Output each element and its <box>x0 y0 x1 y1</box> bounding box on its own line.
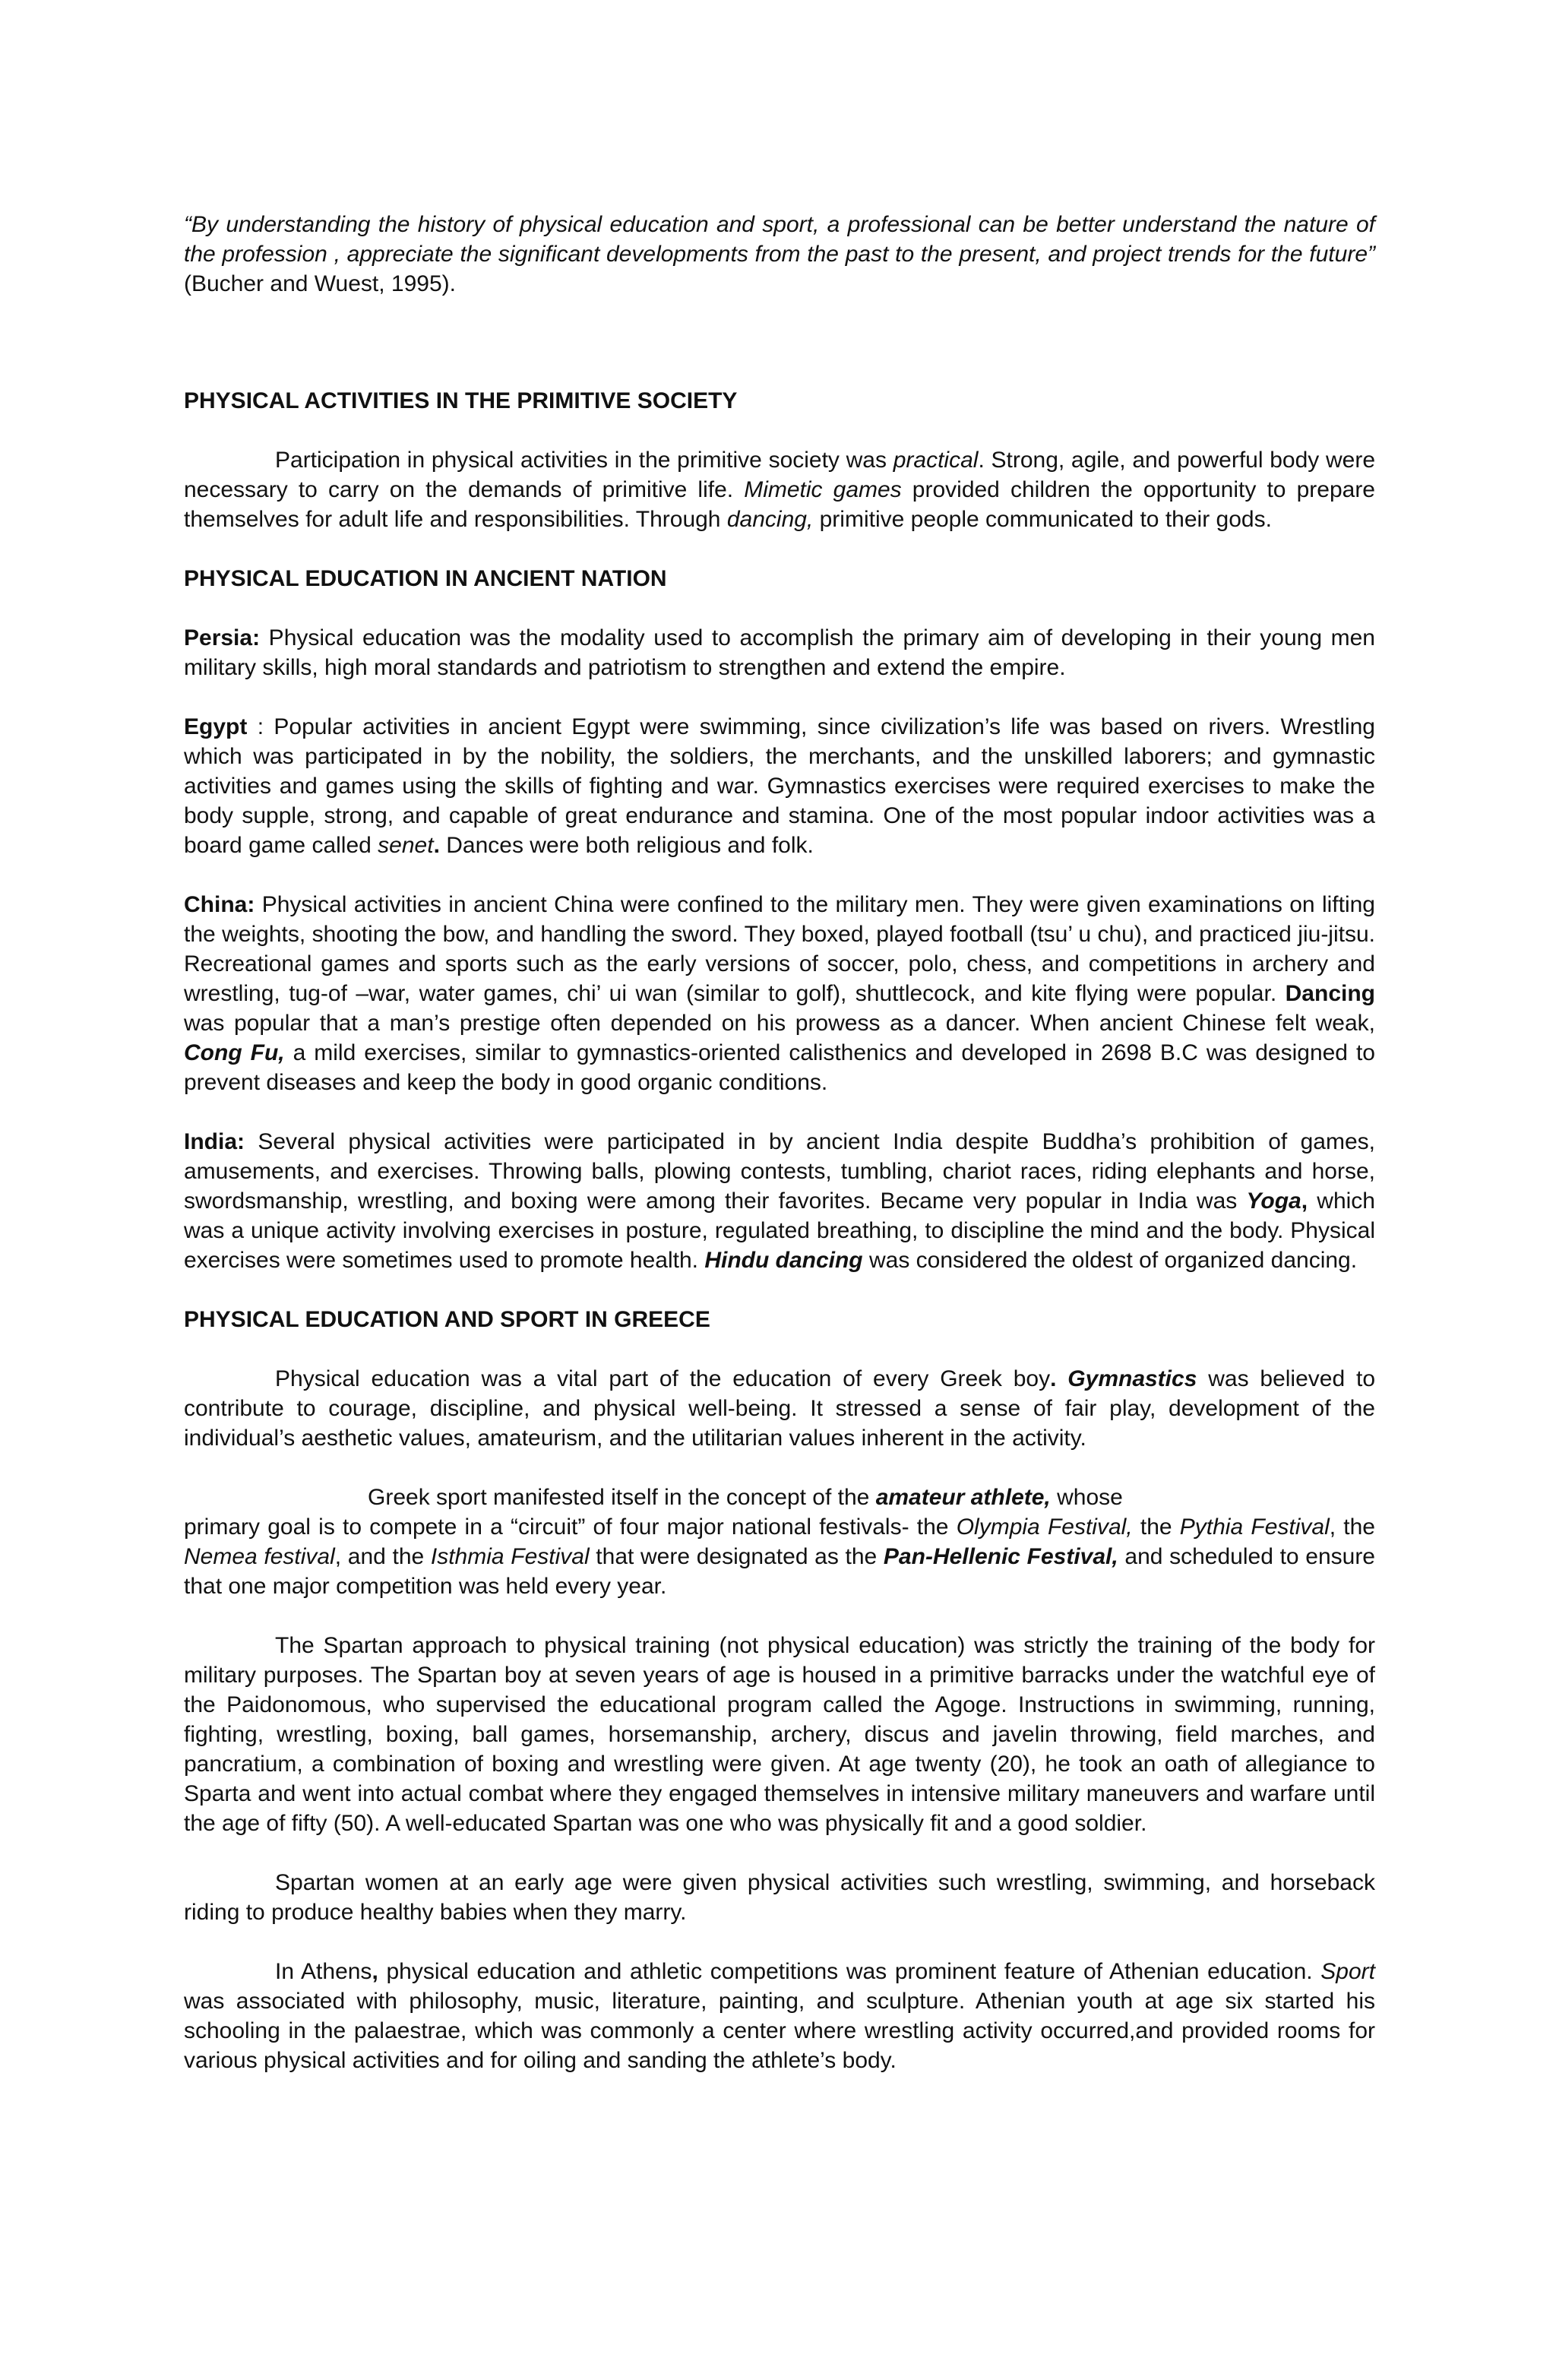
text-span: : Popular activities in ancient Egypt were swimming, since civilization’s life was based on rivers. Wrestling which was participated in by the nobility, the soldiers, the merchants, and the unskilled laborers; and gymnastic activities and games using the skills of fighting and war. Gymnastics exercises were required exercises to make the body supple, strong, and capable of great endurance and stamina. One of the most popular indoor activities was a board game called <box>184 714 1375 858</box>
emphasis-hindu-dancing: Hindu dancing <box>704 1248 863 1273</box>
heading-greece: PHYSICAL EDUCATION AND SPORT IN GREECE <box>184 1307 710 1332</box>
label-india: India: <box>184 1129 245 1154</box>
paragraph-china <box>184 890 1375 1097</box>
text-span: provided children the opportunity to prepare themselves for adult life and responsibilities. Through <box>184 477 1375 532</box>
paragraph-egypt <box>184 712 1375 860</box>
label-persia: Persia: <box>184 625 261 650</box>
emphasis-nemea: Nemea festival <box>184 1544 335 1569</box>
label-china: China: <box>184 892 255 917</box>
text-span: , <box>1301 1188 1308 1214</box>
emphasis-isthmia: Isthmia Festival <box>430 1544 590 1569</box>
text-span: , <box>372 1959 378 1984</box>
text-span: Greek sport manifested itself in the concept of the <box>368 1485 876 1510</box>
text-span: . Strong, agile, and powerful body were necessary to carry on the demands of primitive life. <box>184 448 1376 502</box>
emphasis-pythia: Pythia Festival <box>1179 1514 1330 1540</box>
text-span: primary goal is to compete in a “circuit” of four major national festivals- the <box>184 1514 957 1540</box>
text-span: Several physical activities were participated in by ancient India despite Buddha’s prohibition of games, amusements, and exercises. Throwing balls, plowing contests, tumbling, chariot races, riding elephants and horse, swordsmanship, wrestling, and boxing were among their favorites. Became very popular in India was <box>184 1129 1375 1214</box>
emphasis-practical: practical <box>893 448 979 473</box>
paragraph-spartan: The Spartan approach to physical training (not physical education) was strictly the training of the body for military purposes. The Spartan boy at seven years of age is housed in a primitive barracks under the watchful eye of the Paidonomous, who supervised the educational program called the Agoge. Instructions in swimming, running, fighting, wrestling, boxing, ball games, horsemanship, archery, discus and javelin throwing, field marches, and pancratium, a combination of boxing and wrestling were given. At age twenty (20), he took an oath of allegiance to Sparta and went into actual combat where they engaged themselves in intensive military maneuvers and warfare until the age of fifty (50). A well-educated Spartan was one who was physically fit and a good soldier. <box>184 1633 1375 1836</box>
heading-ancient-nation: PHYSICAL EDUCATION IN ANCIENT NATION <box>184 566 667 591</box>
emphasis-pan-hellenic: Pan-Hellenic Festival, <box>883 1544 1118 1569</box>
text-span: that were designated as the <box>589 1544 884 1569</box>
paragraph-greek-sport-lead <box>184 1483 1375 1512</box>
text-span: In Athens <box>275 1959 372 1984</box>
text-span: , the <box>1329 1514 1375 1540</box>
quote-citation: (Bucher and Wuest, 1995). <box>184 271 456 296</box>
paragraph-india <box>184 1127 1375 1275</box>
text-span: was associated with philosophy, music, literature, painting, and sculpture. Athenian youth at age six started his schooling in the palaestrae, which was commonly a center where wrestling activity occurred,and provided rooms for various physical activities and for oiling and sanding the athlete’s body. <box>184 1989 1375 2073</box>
emphasis-olympia: Olympia Festival, <box>956 1514 1133 1540</box>
text-span: whose <box>1050 1485 1123 1510</box>
text-span: physical education and athletic competitions was prominent feature of Athenian education. <box>378 1959 1321 1984</box>
emphasis-cong-fu: Cong Fu, <box>184 1040 285 1065</box>
emphasis-dancing: dancing, <box>726 507 814 532</box>
emphasis-dancing: Dancing <box>1285 981 1375 1006</box>
paragraph-greece-gymnastics <box>184 1364 1375 1453</box>
heading-primitive-society: PHYSICAL ACTIVITIES IN THE PRIMITIVE SOCIETY <box>184 388 738 413</box>
document-page <box>184 210 1375 2075</box>
text-span: was popular that a man’s prestige often depended on his prowess as a dancer. When ancient Chinese felt weak, <box>184 1011 1375 1036</box>
text-span: which was a unique activity involving exercises in posture, regulated breathing, to discipline the mind and the body. Physical exercises were sometimes used to promote health. <box>184 1188 1375 1273</box>
text-span: Dances were both religious and folk. <box>439 833 814 858</box>
text-span: was believed to contribute to courage, discipline, and physical well-being. It stressed a sense of fair play, development of the individual’s aesthetic values, amateurism, and the utilitarian values inherent in the activity. <box>184 1366 1375 1451</box>
paragraph-athens <box>184 1957 1375 2075</box>
paragraph-greek-sport <box>184 1512 1375 1601</box>
text-span: Participation in physical activities in the primitive society was <box>275 448 893 473</box>
text-span: and scheduled to ensure that one major competition was held every year. <box>184 1544 1375 1599</box>
emphasis-yoga: Yoga <box>1246 1188 1301 1214</box>
text-span: Physical activities in ancient China were confined to the military men. They were given examinations on lifting the weights, shooting the bow, and handling the sword. They boxed, played football (tsu’ u chu), and practiced jiu-jitsu. Recreational games and sports such as the early versions of soccer, polo, chess, and competitions in archery and wrestling, tug-of –war, water games, chi’ ui wan (similar to golf), shuttlecock, and kite flying were popular. <box>184 892 1375 1006</box>
text-span: was considered the oldest of organized dancing. <box>862 1248 1358 1273</box>
text-span: . <box>433 833 440 858</box>
text-span: . <box>1050 1366 1057 1391</box>
emphasis-sport: Sport <box>1320 1959 1375 1984</box>
opening-quote <box>184 210 1375 299</box>
label-egypt: Egypt <box>184 714 248 739</box>
paragraph-spartan-women: Spartan women at an early age were given physical activities such wrestling, swimming, and horseback riding to produce healthy babies when they marry. <box>184 1870 1375 1925</box>
quote-text: “By understanding the history of physical education and sport, a professional can be better understand the nature of the profession , appreciate the significant developments from the past to the present, and project trends for the future” <box>184 212 1375 267</box>
paragraph-primitive <box>184 445 1375 534</box>
text-span: , and the <box>334 1544 431 1569</box>
text-span: Physical education was a vital part of the education of every Greek boy <box>275 1366 1051 1391</box>
paragraph-persia <box>184 623 1375 682</box>
emphasis-senet: senet <box>378 833 434 858</box>
text-span: primitive people communicated to their gods. <box>813 507 1272 532</box>
emphasis-amateur-athlete: amateur athlete, <box>875 1485 1051 1510</box>
emphasis-gymnastics: Gymnastics <box>1056 1366 1197 1391</box>
text-span: the <box>1132 1514 1180 1540</box>
text-span: Physical education was the modality used to accomplish the primary aim of developing in their young men military skills, high moral standards and patriotism to strengthen and extend the empire. <box>184 625 1375 680</box>
emphasis-mimetic-games: Mimetic games <box>744 477 902 502</box>
text-span: a mild exercises, similar to gymnastics-oriented calisthenics and developed in 2698 B.C was designed to prevent diseases and keep the body in good organic conditions. <box>184 1040 1375 1095</box>
